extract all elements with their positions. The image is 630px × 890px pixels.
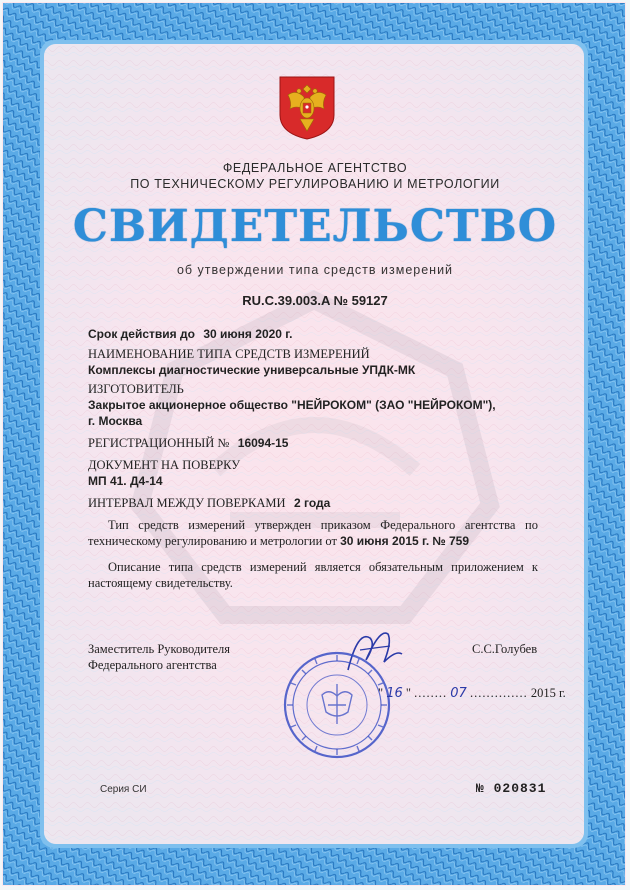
agency-line-1: ФЕДЕРАЛЬНОЕ АГЕНТСТВО xyxy=(222,161,408,175)
coat-of-arms-icon xyxy=(278,75,336,141)
agency-line-2: ПО ТЕХНИЧЕСКОМУ РЕГУЛИРОВАНИЮ И МЕТРОЛОГИИ xyxy=(130,177,500,191)
instrument-type-label: НАИМЕНОВАНИЕ ТИПА СРЕДСТВ ИЗМЕРЕНИЙ xyxy=(88,347,370,361)
instrument-type-value: Комплексы диагностические универсальные УПДК-МК xyxy=(88,363,416,377)
date-open-quote: " xyxy=(378,686,384,700)
signatory-position-line-1: Заместитель Руководителя xyxy=(88,642,230,656)
date-year: 2015 г. xyxy=(530,686,566,700)
signatory-name: С.С.Голубев xyxy=(472,642,538,656)
validity-date: 30 июня 2020 г. xyxy=(203,327,293,341)
manufacturer-line-1: Закрытое акционерное общество "НЕЙРОКОМ" (ЗАО "НЕЙРОКОМ"), xyxy=(88,398,496,412)
certificate-number: RU.C.39.003.A № 59127 xyxy=(242,293,388,308)
approval-paragraph xyxy=(88,517,538,549)
approval-date: 30 июня 2015 г. xyxy=(340,534,430,548)
registration-row xyxy=(88,434,288,452)
description-paragraph: Описание типа средств измерений является обязательным приложением к настоящему свидетельству. xyxy=(88,560,538,590)
date-day: 16 xyxy=(386,686,403,701)
approval-text: Тип средств измерений утвержден приказом Федерального агентства по техническому регулированию и метрологии от xyxy=(88,518,538,548)
registration-label: РЕГИСТРАЦИОННЫЙ № xyxy=(88,436,230,450)
certificate-title: СВИДЕТЕЛЬСТВО xyxy=(72,201,558,252)
manufacturer-line-2: г. Москва xyxy=(88,414,143,428)
official-stamp-icon xyxy=(282,650,392,760)
registration-value: 16094-15 xyxy=(237,436,289,450)
series-label: Серия СИ xyxy=(100,784,147,795)
validity-label: Срок действия до xyxy=(88,327,195,341)
date-month: 07 xyxy=(450,686,467,701)
date-line: " 16 " ........ 07 .............. 2015 г. xyxy=(378,686,566,701)
serial-number: № 020831 xyxy=(476,781,547,796)
manufacturer-label: ИЗГОТОВИТЕЛЬ xyxy=(88,382,184,396)
date-close-quote: " xyxy=(405,686,412,700)
interval-value: 2 года xyxy=(294,496,331,510)
approval-order: № 759 xyxy=(432,534,470,548)
signatory-position-line-2: Федерального агентства xyxy=(88,658,217,672)
validity-row xyxy=(88,325,292,343)
interval-row xyxy=(88,494,330,512)
verification-document-value: МП 41. Д4-14 xyxy=(88,474,163,488)
certificate-subtitle: об утверждении типа средств измерений xyxy=(176,263,454,277)
verification-document-label: ДОКУМЕНТ НА ПОВЕРКУ xyxy=(88,458,241,472)
interval-label: ИНТЕРВАЛ МЕЖДУ ПОВЕРКАМИ xyxy=(88,496,286,510)
